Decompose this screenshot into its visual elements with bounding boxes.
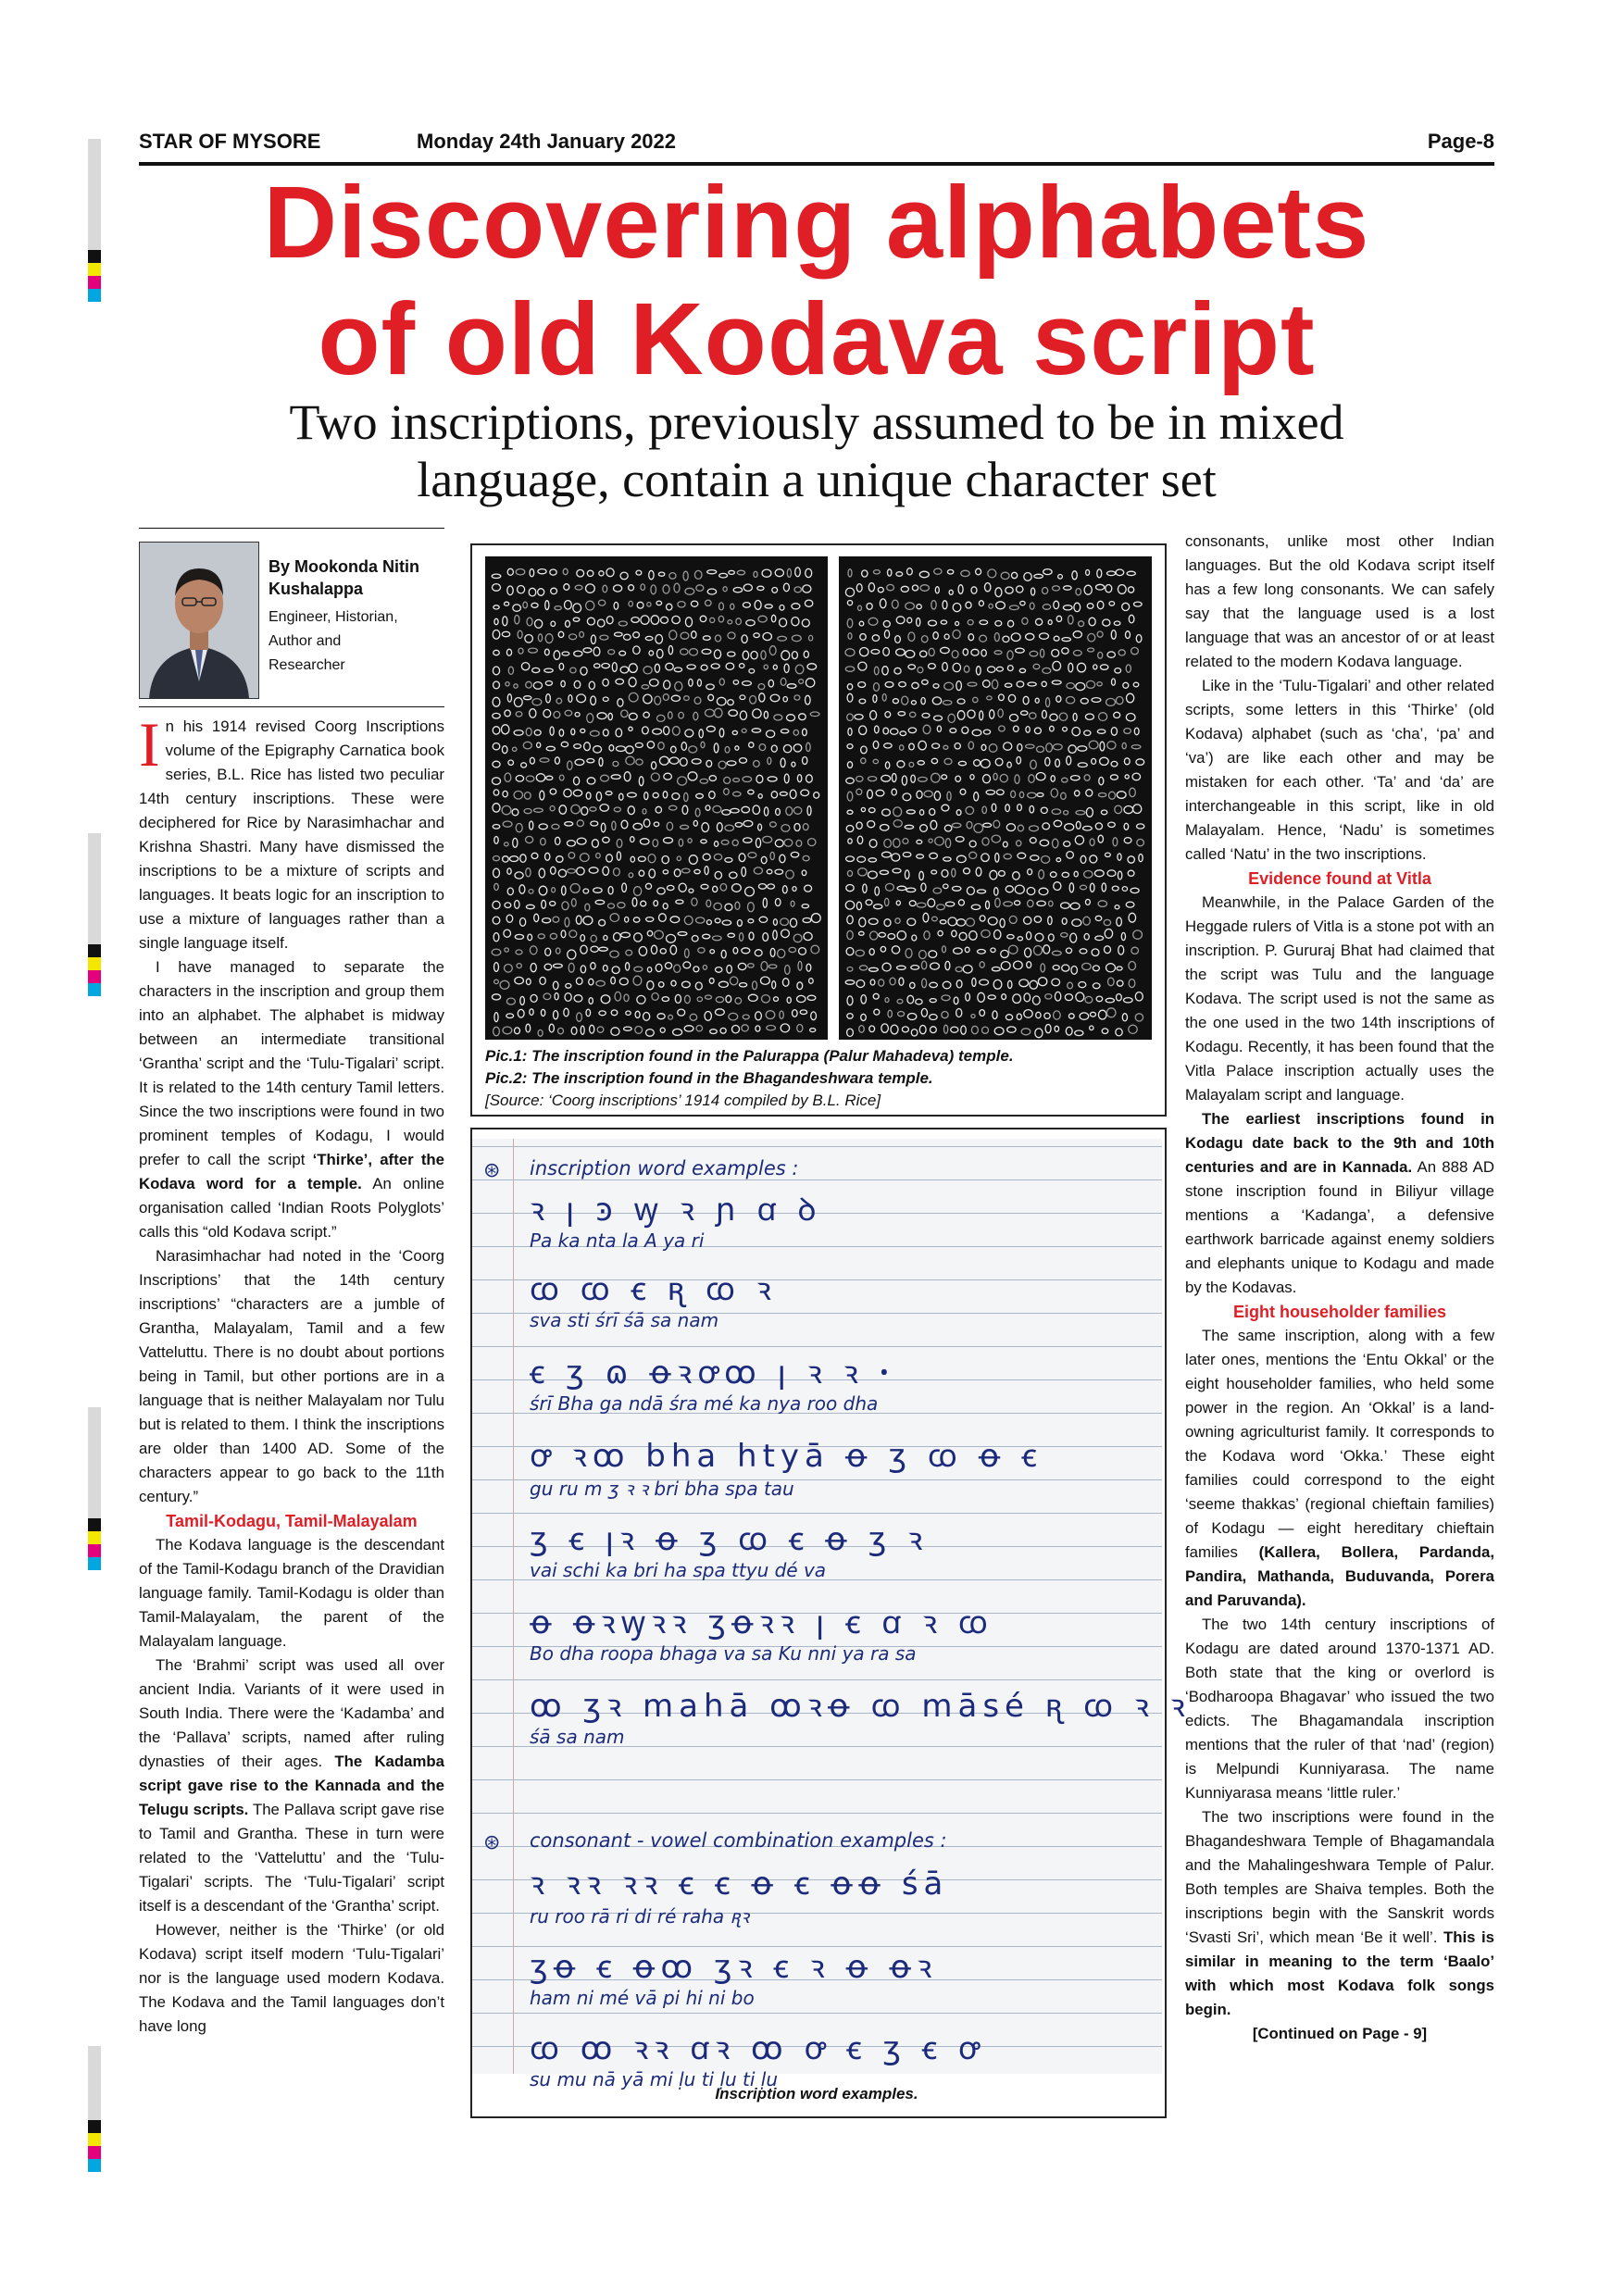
paragraph-3: Narasimhachar had noted in the ‘Coorg Inscriptions’ that the 14th century inscriptions’ “characters are a jumble of Grantha, Malayalam, Tamil and a few Vatteluttu. There is no doubt about portions being in Tamil, but other portions are in a language that is neither Malayalam nor Tulu but is related to them. I think the inscriptions are older than 1400 AD. Some of the characters appear to go back to the 11th century.” (139, 1247, 444, 1505)
notebook-transliteration-row: ru roo rā ri di ré raha ꭆꝛ (530, 1905, 749, 1928)
paragraph-6: However, neither is the ‘Thirke’ (or old Kodava) script itself modern ‘Tulu-Tigalari’ nor is the language used modern Kodava. The Kodava and the Tamil languages don’t have long (139, 1921, 444, 2035)
paragraph-5 (139, 1653, 444, 1918)
paragraph-2 (139, 955, 444, 1244)
notebook-glyph-row: ꭃ ꭃ ꞓ ꭆ ꭃ ꝛ (530, 1271, 777, 1308)
notebook-heading-2: consonant - vowel combination examples : (530, 1829, 947, 1852)
col3-paragraph-5 (1185, 1324, 1494, 1613)
notebook-transliteration-row: gu ru m ʒ ꝛ ꝛ bri bha spa tau (530, 1478, 794, 1500)
notebook-rule (472, 1513, 1162, 1514)
notebook-glyph-row: ꞓ ʒ ɷ ꝋꝛꝍꝏ ꞁ ꝛ ꝛ ꞏ (530, 1354, 895, 1391)
col3-paragraph-7 (1185, 1805, 1494, 2022)
paragraph-4: The Kodava language is the descendant of the Tamil-Kodagu branch of the Dravidian language family. Tamil-Kodagu is older than Tamil-Malayalam, the parent of the Malayalam language. (139, 1536, 444, 1650)
col3-paragraph-3: Meanwhile, in the Palace Garden of the Heggade rulers of Vitla is a stone pot with an inscription. P. Gururaj Bhat had claimed that the script was Tulu and the language Kodava. The script used is not the same as the one used in the two 14th inscriptions of Kodagu. Recently, it has been found that the Vitla Palace inscription actually uses the Malayalam script and language. (1185, 893, 1494, 1104)
star-bullet-1: ⊛ (483, 1159, 501, 1182)
deck-subtitle (139, 393, 1494, 508)
author-photo (139, 542, 259, 699)
col3-paragraph-5-bold: (Kallera, Bollera, Pardanda, Pandira, Mathanda, Buduvanda, Porera and Paruvanda). (1185, 1543, 1494, 1609)
paragraph-2-text: I have managed to separate the characters in the inscription and group them into an alphabet. The alphabet is midway between an intermediate transitional ‘Grantha’ script and the ‘Tulu-Tigalari’ script. It is related to the 14th century Tamil letters. Since the two inscriptions were found in two prominent temples of Kodagu, I would prefer to call the script (139, 958, 444, 1168)
photo-caption (485, 1045, 1152, 1112)
notebook-glyph-row: ʒ ꞓ ꞁꝛ ꝋ ʒ ꭃ ꞓ ꝋ ʒ ꝛ (530, 1521, 929, 1558)
masthead (139, 130, 1494, 167)
paragraph-1 (139, 709, 444, 955)
headline-line-1: Discovering alphabets (263, 166, 1370, 280)
notebook-rule (472, 2013, 1162, 2014)
col3-paragraph-6: The two 14th century inscriptions of Kodagu are dated around 1370-1371 AD. Both state that the king or overlord is ‘Bodharoopa Bhagavar’ who issued the two edicts. The Bhagamandala inscription mentions that the ruler of that ‘nad’ (region) is Melpundi Kunniyarasa. The name Kunniyarasa means ‘little ruler.’ (1185, 1616, 1494, 1802)
page-number: Page-8 (1427, 130, 1494, 153)
notebook-transliteration-row: Bo dha roopa bhaga va sa Ku nni ya ra sa (530, 1642, 917, 1665)
notebook-glyph-row: ꝏ ʒꝛ mahā ꝏꝛꝋ ꭃ māsé ꭆ ꭃ ꝛ ꝛ (530, 1688, 1191, 1725)
notebook-rule (472, 1779, 1162, 1780)
notebook-transliteration-row: śrī Bha ga ndā śra mé ka nya roo dha (530, 1392, 879, 1415)
paragraph-5-text: The ‘Brahmi’ script was used all over ancient India. Variants of it were used in South India. There were the ‘Kadamba’ and the ‘Pallava’ scripts, named after ruling dynasties of their ages. (139, 1656, 444, 1770)
notebook-transliteration-row: Pa ka nta la A ya ri (530, 1229, 705, 1252)
author-bio-line-1: Engineer, Historian, (269, 609, 398, 625)
article-column-1 (139, 709, 445, 2039)
headline (139, 165, 1494, 398)
notebook-caption (470, 2083, 1163, 2105)
notebook-glyph-row: ꝋ ꝋꝛꝡꝛꝛ ʒꝋꝛꝛ ꞁ ꞓ ꭤ ꝛ ꭃ (530, 1604, 993, 1641)
subhead-vitla: Evidence found at Vitla (1248, 869, 1431, 888)
registration-bar-bottom (88, 2046, 101, 2172)
inscription-photos-box (470, 543, 1167, 1117)
article-column-3 (1185, 530, 1494, 2046)
deck-line-2: language, contain a unique character set (417, 452, 1217, 507)
subhead-householder: Eight householder families (1232, 1303, 1447, 1321)
notebook-transliteration-row: vai schi ka bri ha spa ttyu dé va (530, 1559, 827, 1581)
notebook-transliteration-row: ham ni mé vā pi hi ni bo (530, 1987, 755, 2009)
col3-paragraph-1: consonants, unlike most other Indian languages. But the old Kodava script itself has a few long consonants. We can safely say that the language used is a lost language that was an ancestor of or at least related to the modern Kodava language. (1185, 532, 1494, 670)
notebook-rule (472, 1146, 1162, 1147)
notebook-caption-text: Inscription word examples. (715, 2085, 918, 2103)
notebook-glyph-row: ꭃ ꝏ ꝛꝛ ꭤꝛ ꝏ ꝍ ꞓ ʒ ꞓ ꝍ (530, 2030, 985, 2067)
drop-cap: I (139, 709, 160, 780)
caption-source: [Source: ‘Coorg inscriptions’ 1914 compiled by B.L. Rice] (485, 1092, 881, 1109)
caption-pic-2: Pic.2: The inscription found in the Bhagandeshwara temple. (485, 1069, 933, 1087)
author-name-line-1: By Mookonda Nitin (269, 557, 419, 576)
author-name-line-2: Kushalappa (269, 580, 364, 598)
col3-paragraph-7-text: The two inscriptions were found in the Bhagandeshwara Temple of Bhagamandala and the Mahalingeshwara Temple of Palur. Both temples are Shaiva temples. Both the inscriptions begin with the Sanskrit words ‘Svasti Sri’, which mean ‘Be it well’. (1185, 1808, 1494, 1946)
notebook-transliteration-row: śā sa nam (530, 1726, 625, 1748)
col3-paragraph-7-bold: This is similar in meaning to the term ‘Baalo’ with which most Kodava folk songs begin. (1185, 1928, 1494, 2018)
paragraph-1-text: n his 1914 revised Coorg Inscriptions volume of the Epigraphy Carnatica book series, B.L. Rice has listed two peculiar 14th century inscriptions. These were deciphered for Rice by Narasimhachar and Krishna Shastri. Many have dismissed the inscriptions to be a mixture of scripts and languages. It beats logic for an inscription to use a mixture of languages rather than a single language itself. (139, 718, 444, 952)
paragraph-5-end: The Pallava script gave rise to Tamil and Grantha. These in turn were related to the ‘Vatteluttu’ and the ‘Tulu-Tigalari’ scripts. The ‘Tulu-Tigalari’ script itself is a descendant of the ‘Grantha’ script. (139, 1801, 444, 1915)
paper-name: STAR OF MYSORE (139, 130, 321, 153)
notebook-transliteration-row: sva sti śrī śā sa nam (530, 1309, 719, 1331)
caption-pic-1: Pic.1: The inscription found in the Palurappa (Palur Mahadeva) temple. (485, 1047, 1014, 1065)
col3-paragraph-4 (1185, 1107, 1494, 1300)
author-bio (269, 605, 444, 678)
continued-note: [Continued on Page - 9] (1252, 2025, 1428, 2042)
paragraph-5-bold: The Kadamba script gave rise to the Kannada and the Telugu scripts. (139, 1753, 444, 1818)
notebook-glyph-row: ꝍ ꝛꝏ bha htyā ꝋ ʒ ꭃ ꝋ ꞓ (530, 1438, 1043, 1475)
inscription-photo-palur (485, 556, 828, 1040)
star-bullet-2: ⊛ (483, 1831, 501, 1854)
issue-date: Monday 24th January 2022 (417, 130, 677, 153)
notebook-rule (472, 1346, 1162, 1347)
inscription-photo-bhagandeshwara (839, 556, 1152, 1040)
notebook-glyph-row: ꝛ ꞁ ꜿ ꝡ ꝛ ɲ ꭤ ꝺ (530, 1192, 822, 1229)
registration-bar-top (88, 139, 101, 302)
notebook-glyph-row: ꝛ ꝛꝛ ꝛꝛ ꞓ ꞓ ꝋ ꞓ ꝋꝋ śā (530, 1866, 949, 1903)
col3-paragraph-4-end: An 888 AD stone inscription found in Biliyur village mentions a ‘Kadanga’, a defensive earthwork barricade against enemy soldiers and elephants unique to Kodagu and made by the Kodavas. (1185, 1158, 1494, 1296)
registration-bar-middle (88, 833, 101, 996)
registration-bar-lower (88, 1407, 101, 1570)
notebook-transliteration-row: su mu nā yā mi ḷu ti ḷu ti ḷu (530, 2068, 779, 2090)
deck-line-1: Two inscriptions, previously assumed to be in mixed (289, 394, 1344, 450)
col3-paragraph-4-bold: The earliest inscriptions found in Kodagu date back to the 9th and 10th centuries and are in Kannada. (1185, 1110, 1494, 1176)
subhead-tamil-kodagu: Tamil-Kodagu, Tamil-Malayalam (166, 1512, 418, 1530)
author-bio-line-2: Author and (269, 633, 342, 649)
paragraph-2-bold: ‘Thirke’, after the Kodava word for a temple. (139, 1151, 445, 1192)
notebook-heading-1: inscription word examples : (530, 1157, 799, 1179)
notebook-rule (472, 1813, 1162, 1814)
col3-paragraph-2: Like in the ‘Tulu-Tigalari’ and other related scripts, some letters in this ‘Thirke’ (old Kodava) alphabet (such as ‘cha’, ‘pa’ and ‘va’) are like each other and may be mistaken for each other. ‘Ta’ and ‘da’ are interchangeable in this script, like in old Malayalam. Hence, ‘Nadu’ is sometimes called ‘Natu’ in the two inscriptions. (1185, 677, 1494, 863)
notebook-rule (472, 1179, 1162, 1180)
notebook-rule (472, 1679, 1162, 1680)
headline-line-2: of old Kodava script (318, 282, 1316, 396)
byline (269, 555, 444, 678)
notebook-glyph-row: ʒꝋ ꞓ ꝋꝏ ʒꝛ ꞓ ꝛ ꝋ ꝋꝛ (530, 1949, 938, 1986)
handwritten-notebook-image (472, 1139, 1191, 2090)
author-bio-line-3: Researcher (269, 657, 345, 673)
paragraph-2-end: An online organisation called ‘Indian Roots Polyglots’ calls this “old Kodava script.” (139, 1175, 444, 1241)
col3-paragraph-5-text: The same inscription, along with a few later ones, mentions the ‘Entu Okkal’ or the eight householder families, who held some power in the region. An ‘Okkal’ is a land-owning agriculturist family. It corresponds to the Kodava word ‘Okka.’ These eight families could correspond to the eight ‘seeme thakkas’ (regional chieftain families) of Kodagu — eight hereditary chieftain families (1185, 1327, 1494, 1561)
